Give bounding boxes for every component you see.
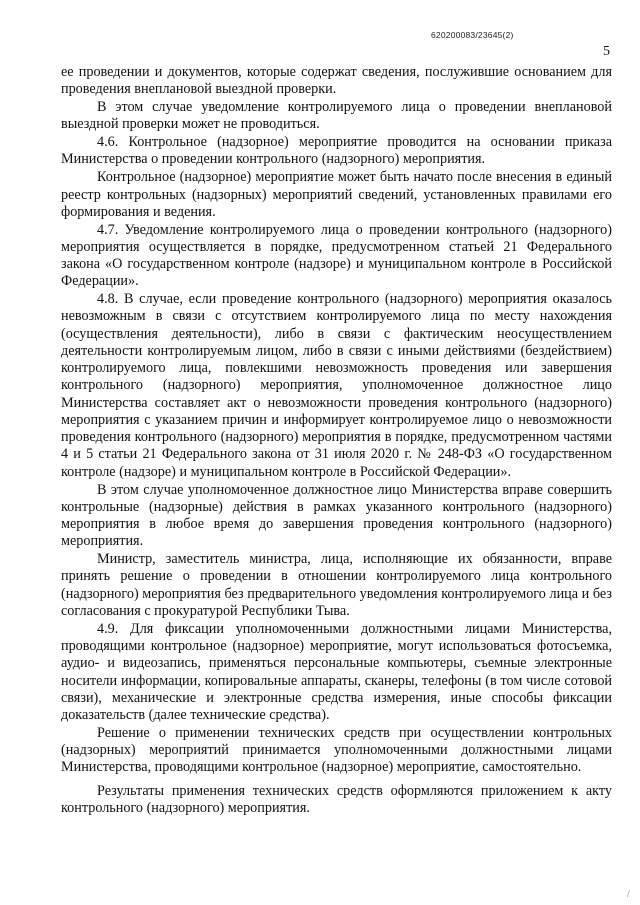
paragraph-notification-exemption: В этом случае уведомление контролируемого лица о проведении внеплановой выездной проверки может не проводиться. (61, 99, 612, 133)
paragraph-continuation: ее проведении и документов, которые содержат сведения, послужившие основанием для проведения внеплановой выездной проверки. (61, 64, 612, 98)
paragraph-technical-means-decision: Решение о применении технических средств при осуществлении контрольных (надзорных) мероприятий принимается уполномоченными должностными лицами Министерства, проводящими контрольное (надзорное) мероприятие, самостоятельно. (61, 724, 612, 776)
paragraph-4-6: 4.6. Контрольное (надзорное) мероприятие проводится на основании приказа Министерства о проведении контрольного (надзорного) мероприятия. (61, 134, 612, 168)
paragraph-registry-start: Контрольное (надзорное) мероприятие может быть начато после внесения в единый реестр контрольных (надзорных) мероприятий сведений, установленных правилами его формирования и ведения. (61, 169, 612, 220)
corner-mark: / (627, 889, 630, 900)
paragraph-technical-means-results: Результаты применения технических средств оформляются приложением к акту контрольного (надзорного) мероприятия. (61, 782, 612, 816)
document-body (61, 64, 612, 818)
paragraph-4-9: 4.9. Для фиксации уполномоченными должностными лицами Министерства, проводящими контрольное (надзорное) мероприятие, могут использоваться фотосъемка, аудио- и видеозапись, применяться персональные компьютеры, съемные электронные носители информации, копировальные аппараты, сканеры, телефоны (в том числе сотовой связи), механические и электронные средства измерения, иные способы фиксации доказательств (далее технические средства). (61, 620, 612, 723)
paragraph-minister-decision: Министр, заместитель министра, лица, исполняющие их обязанности, вправе принять решение о проведении в отношении контролируемого лица контрольного (надзорного) мероприятия без предварительного уведомления контролируемого лица и без согласования с прокуратурой Республики Тыва. (61, 551, 612, 619)
paragraph-4-8: 4.8. В случае, если проведение контрольного (надзорного) мероприятия оказалось невозможным в связи с отсутствием контролируемого лица по месту нахождения (осуществления деятельности), либо в связи с фактическим неосуществлением деятельности контролируемым лицом, либо в связи с иными действиями (бездействием) контролируемого лица, повлекшими невозможность проведения или завершения контрольного (надзорного) мероприятия, уполномоченное должностное лицо Министерства составляет акт о невозможности проведения контрольного (надзорного) мероприятия с указанием причин и информирует контролируемое лицо о невозможности проведения контрольного (надзорного) мероприятия в порядке, предусмотренном частями 4 и 5 статьи 21 Федерального закона от 31 июля 2020 г. № 248-ФЗ «О государственном контроле (надзоре) и муниципальном контроле в Российской Федерации». (61, 291, 612, 480)
paragraph-4-7: 4.7. Уведомление контролируемого лица о проведении контрольного (надзорного) мероприятия осуществляется в порядке, предусмотренном статьей 21 Федерального закона «О государственном контроле (надзоре) и муниципальном контроле в Российской Федерации». (61, 221, 612, 290)
page-number: 5 (603, 44, 610, 59)
document-code: 620200083/23645(2) (431, 30, 514, 40)
paragraph-official-rights: В этом случае уполномоченное должностное лицо Министерства вправе совершить контрольные (надзорные) действия в рамках указанного контрольного (надзорного) мероприятия в любое время до завершения проведения контрольного (надзорного) мероприятия. (61, 481, 612, 550)
